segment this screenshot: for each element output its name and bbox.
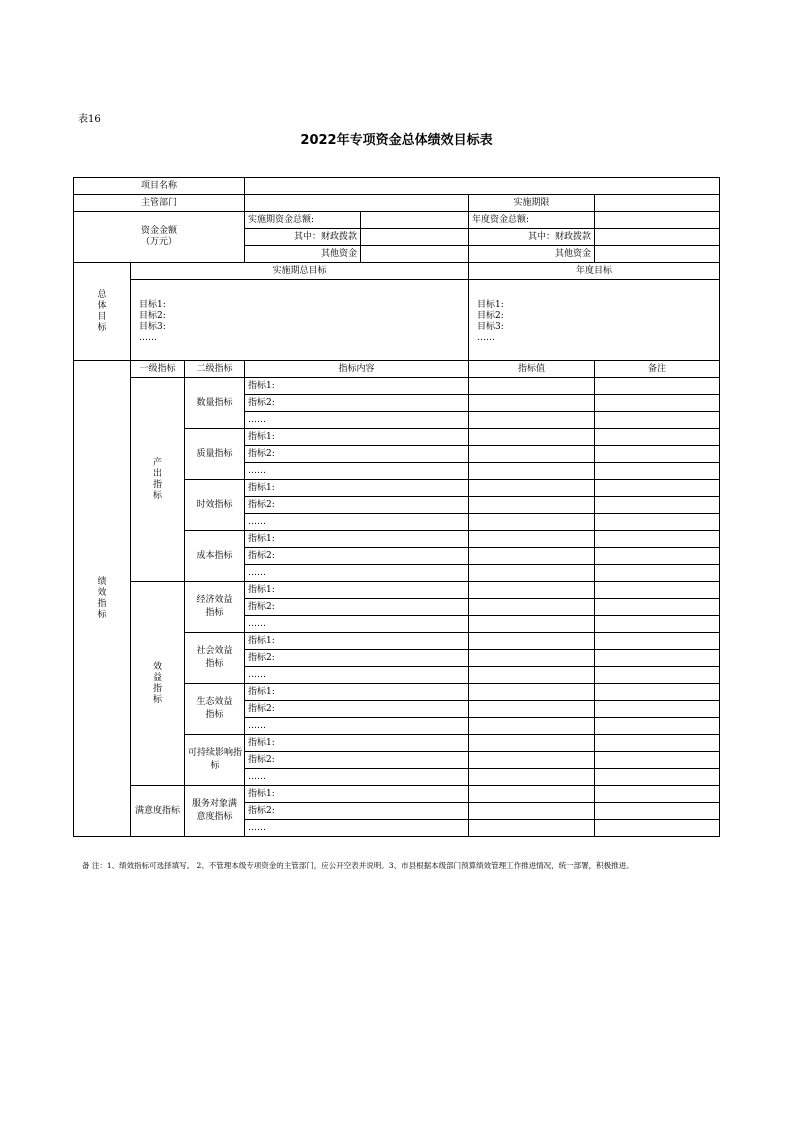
other-funds-label: 其他资金 bbox=[245, 246, 361, 263]
indicator-value bbox=[469, 395, 595, 412]
indicator-item: …… bbox=[245, 463, 469, 480]
indicator-value bbox=[469, 497, 595, 514]
annual-goal-header: 年度目标 bbox=[469, 263, 720, 280]
indicator-value bbox=[469, 786, 595, 803]
indicator-item: 指标1: bbox=[245, 582, 469, 599]
indicator-item: 指标2: bbox=[245, 701, 469, 718]
indicator-note bbox=[595, 701, 720, 718]
indicator-value bbox=[469, 599, 595, 616]
indicator-value bbox=[469, 701, 595, 718]
level2-header: 二级指标 bbox=[185, 361, 245, 378]
social-indicator-label: 社会效益指标 bbox=[185, 633, 245, 684]
quantity-indicator-label: 数量指标 bbox=[185, 378, 245, 429]
satisfaction-indicator-label: 满意度指标 bbox=[131, 786, 185, 837]
table-row bbox=[74, 361, 720, 378]
indicator-note bbox=[595, 786, 720, 803]
indicator-item: 指标1: bbox=[245, 378, 469, 395]
indicator-item: 指标2: bbox=[245, 752, 469, 769]
annual-fiscal-label: 其中：财政拨款 bbox=[469, 229, 595, 246]
table-row bbox=[74, 195, 720, 212]
indicator-note bbox=[595, 599, 720, 616]
indicator-note bbox=[595, 548, 720, 565]
project-name-value bbox=[245, 178, 720, 195]
indicator-value bbox=[469, 463, 595, 480]
table-row bbox=[74, 582, 720, 599]
indicator-note bbox=[595, 412, 720, 429]
annual-other-value bbox=[595, 246, 720, 263]
indicator-value bbox=[469, 667, 595, 684]
timeliness-indicator-label: 时效指标 bbox=[185, 480, 245, 531]
value-header: 指标值 bbox=[469, 361, 595, 378]
indicator-item: 指标2: bbox=[245, 650, 469, 667]
ecological-indicator-label: 生态效益指标 bbox=[185, 684, 245, 735]
table-row bbox=[74, 378, 720, 395]
indicator-value bbox=[469, 548, 595, 565]
indicator-value bbox=[469, 616, 595, 633]
indicator-item: …… bbox=[245, 769, 469, 786]
output-indicator-label: 产出指标 bbox=[131, 378, 185, 582]
indicator-note bbox=[595, 752, 720, 769]
indicator-item: 指标2: bbox=[245, 548, 469, 565]
service-indicator-label: 服务对象满意度指标 bbox=[185, 786, 245, 837]
indicator-value bbox=[469, 514, 595, 531]
project-name-label: 项目名称 bbox=[74, 178, 245, 195]
indicator-item: 指标1: bbox=[245, 480, 469, 497]
page-title: 2022年专项资金总体绩效目标表 bbox=[300, 133, 493, 148]
funds-label: 资金金额 （万元） bbox=[74, 212, 245, 263]
indicator-item: 指标2: bbox=[245, 395, 469, 412]
indicator-note bbox=[595, 820, 720, 837]
indicator-note bbox=[595, 582, 720, 599]
indicator-item: 指标1: bbox=[245, 684, 469, 701]
total-funds-value bbox=[361, 212, 469, 229]
indicator-value bbox=[469, 769, 595, 786]
indicator-value bbox=[469, 735, 595, 752]
indicator-value bbox=[469, 412, 595, 429]
indicator-item: 指标2: bbox=[245, 497, 469, 514]
cost-indicator-label: 成本指标 bbox=[185, 531, 245, 582]
indicator-item: 指标1: bbox=[245, 735, 469, 752]
indicator-note bbox=[595, 514, 720, 531]
indicator-label: 绩效指标 bbox=[74, 361, 131, 837]
indicator-item: 指标1: bbox=[245, 429, 469, 446]
indicator-note bbox=[595, 446, 720, 463]
indicator-item: …… bbox=[245, 820, 469, 837]
indicator-value bbox=[469, 565, 595, 582]
indicator-value bbox=[469, 718, 595, 735]
indicator-note bbox=[595, 803, 720, 820]
table-row bbox=[74, 212, 720, 229]
performance-target-table bbox=[73, 177, 720, 837]
indicator-value bbox=[469, 531, 595, 548]
dept-value bbox=[245, 195, 469, 212]
indicator-note bbox=[595, 531, 720, 548]
period-label: 实施期限 bbox=[469, 195, 595, 212]
period-goal-header: 实施期总目标 bbox=[131, 263, 469, 280]
indicator-note bbox=[595, 769, 720, 786]
table-row bbox=[74, 263, 720, 280]
fiscal-label: 其中：财政拨款 bbox=[245, 229, 361, 246]
footnote: 备 注：1、绩效指标可选择填写。 2、不管理本级专项资金的主管部门，应公开空表并说明。3、市县根据本级部门预算绩效管理工作推进情况，统一部署，积极推进。 bbox=[82, 861, 634, 870]
indicator-note bbox=[595, 650, 720, 667]
indicator-note bbox=[595, 395, 720, 412]
economic-indicator-label: 经济效益指标 bbox=[185, 582, 245, 633]
annual-other-label: 其他资金 bbox=[469, 246, 595, 263]
indicator-note bbox=[595, 429, 720, 446]
note-header: 备注 bbox=[595, 361, 720, 378]
indicator-value bbox=[469, 650, 595, 667]
period-value bbox=[595, 195, 720, 212]
indicator-value bbox=[469, 429, 595, 446]
content-header: 指标内容 bbox=[245, 361, 469, 378]
indicator-note bbox=[595, 633, 720, 650]
annual-goal-content: 目标1: 目标2: 目标3: …… bbox=[469, 280, 720, 361]
indicator-note bbox=[595, 718, 720, 735]
table-number: 表16 bbox=[78, 114, 101, 125]
indicator-item: 指标1: bbox=[245, 531, 469, 548]
indicator-item: 指标1: bbox=[245, 786, 469, 803]
fiscal-value bbox=[361, 229, 469, 246]
annual-fiscal-value bbox=[595, 229, 720, 246]
period-goal-content: 目标1: 目标2: 目标3: …… bbox=[131, 280, 469, 361]
annual-funds-value bbox=[595, 212, 720, 229]
benefit-indicator-label: 效益指标 bbox=[131, 582, 185, 786]
quality-indicator-label: 质量指标 bbox=[185, 429, 245, 480]
indicator-value bbox=[469, 684, 595, 701]
table-row bbox=[74, 178, 720, 195]
indicator-item: …… bbox=[245, 412, 469, 429]
dept-label: 主管部门 bbox=[74, 195, 245, 212]
indicator-item: …… bbox=[245, 514, 469, 531]
indicator-item: …… bbox=[245, 565, 469, 582]
annual-funds-label: 年度资金总额: bbox=[469, 212, 595, 229]
table-row bbox=[74, 786, 720, 803]
indicator-note bbox=[595, 463, 720, 480]
other-funds-value bbox=[361, 246, 469, 263]
indicator-value bbox=[469, 378, 595, 395]
indicator-item: 指标2: bbox=[245, 803, 469, 820]
indicator-item: 指标2: bbox=[245, 446, 469, 463]
indicator-note bbox=[595, 480, 720, 497]
indicator-value bbox=[469, 820, 595, 837]
indicator-item: 指标1: bbox=[245, 633, 469, 650]
table-row bbox=[74, 280, 720, 361]
indicator-value bbox=[469, 480, 595, 497]
indicator-value bbox=[469, 633, 595, 650]
indicator-item: …… bbox=[245, 667, 469, 684]
sustainable-indicator-label: 可持续影响指标 bbox=[185, 735, 245, 786]
indicator-value bbox=[469, 582, 595, 599]
indicator-value bbox=[469, 446, 595, 463]
overall-goal-label: 总体目标 bbox=[74, 263, 131, 361]
indicator-item: …… bbox=[245, 718, 469, 735]
indicator-note bbox=[595, 616, 720, 633]
indicator-note bbox=[595, 667, 720, 684]
indicator-value bbox=[469, 752, 595, 769]
indicator-item: 指标2: bbox=[245, 599, 469, 616]
level1-header: 一级指标 bbox=[131, 361, 185, 378]
indicator-value bbox=[469, 803, 595, 820]
indicator-note bbox=[595, 378, 720, 395]
indicator-note bbox=[595, 497, 720, 514]
indicator-note bbox=[595, 565, 720, 582]
indicator-item: …… bbox=[245, 616, 469, 633]
total-funds-label: 实施期资金总额: bbox=[245, 212, 361, 229]
indicator-note bbox=[595, 684, 720, 701]
indicator-note bbox=[595, 735, 720, 752]
